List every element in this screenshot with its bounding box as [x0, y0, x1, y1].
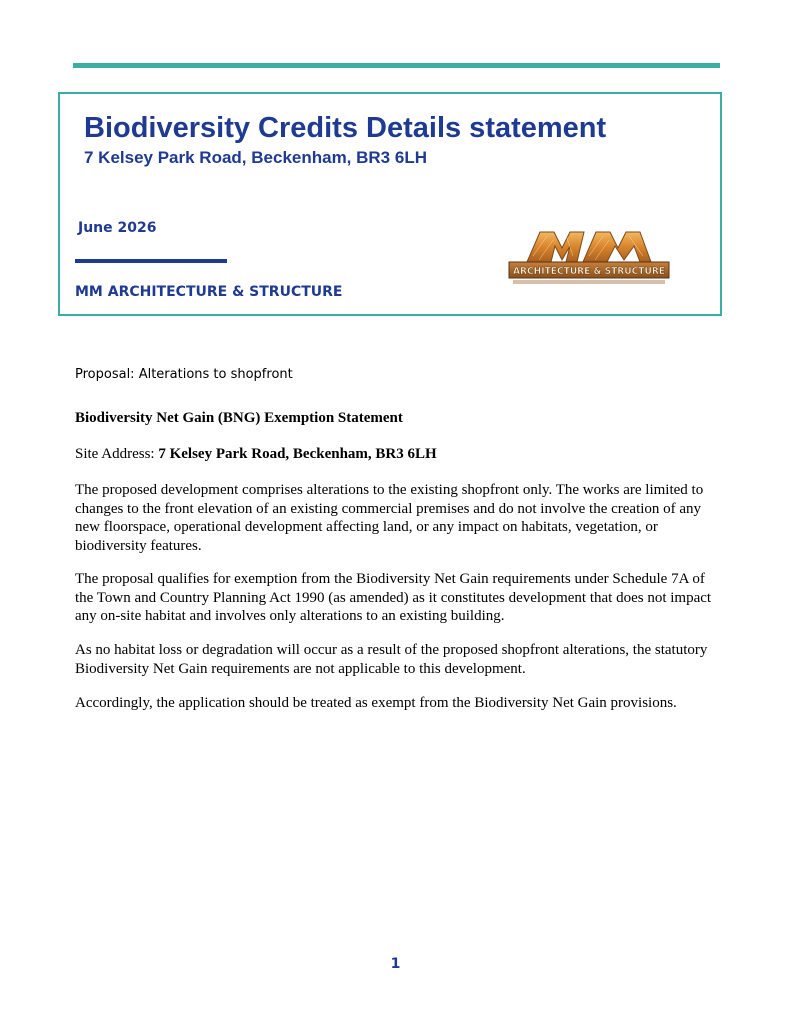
- company-name: MM ARCHITECTURE & STRUCTURE: [75, 284, 343, 300]
- bng-heading: Biodiversity Net Gain (BNG) Exemption Statement: [75, 410, 403, 426]
- mm-logo: [507, 226, 671, 292]
- paragraph-habitat: As no habitat loss or degradation will occur as a result of the proposed shopfront alterations, the statutory Biodiversity Net Gain requirements are not applicable to this development.: [75, 642, 708, 677]
- site-address-subtitle: 7 Kelsey Park Road, Beckenham, BR3 6LH: [84, 148, 427, 167]
- top-rule: [73, 63, 720, 68]
- paragraph-scope: The proposed development comprises alterations to the existing shopfront only. The works are limited to changes to the front elevation of an existing commercial premises and do not involve the creation of any new floorspace, operational development affecting land, or any impact on habitats, vegetation, or biodiversity features.: [75, 482, 704, 554]
- document-date: June 2026: [78, 220, 157, 236]
- proposal-line: Proposal: Alterations to shopfront: [75, 367, 293, 382]
- site-address-line: [75, 445, 715, 464]
- paragraph-exemption: The proposal qualifies for exemption from the Biodiversity Net Gain requirements under Schedule 7A of the Town and Country Planning Act 1990 (as amended) as it constitutes development that does not impact any on-site habitat and involves only alterations to an existing building.: [75, 571, 712, 624]
- site-address-value: 7 Kelsey Park Road, Beckenham, BR3 6LH: [158, 446, 437, 462]
- date-underline: [75, 259, 227, 263]
- paragraph-conclusion: Accordingly, the application should be treated as exempt from the Biodiversity Net Gain provisions.: [75, 695, 677, 711]
- site-address-label: Site Address:: [75, 446, 159, 462]
- document-title: Biodiversity Credits Details statement: [84, 112, 607, 144]
- page-number: 1: [390, 956, 401, 972]
- logo-text: ARCHITECTURE & STRUCTURE: [513, 266, 665, 277]
